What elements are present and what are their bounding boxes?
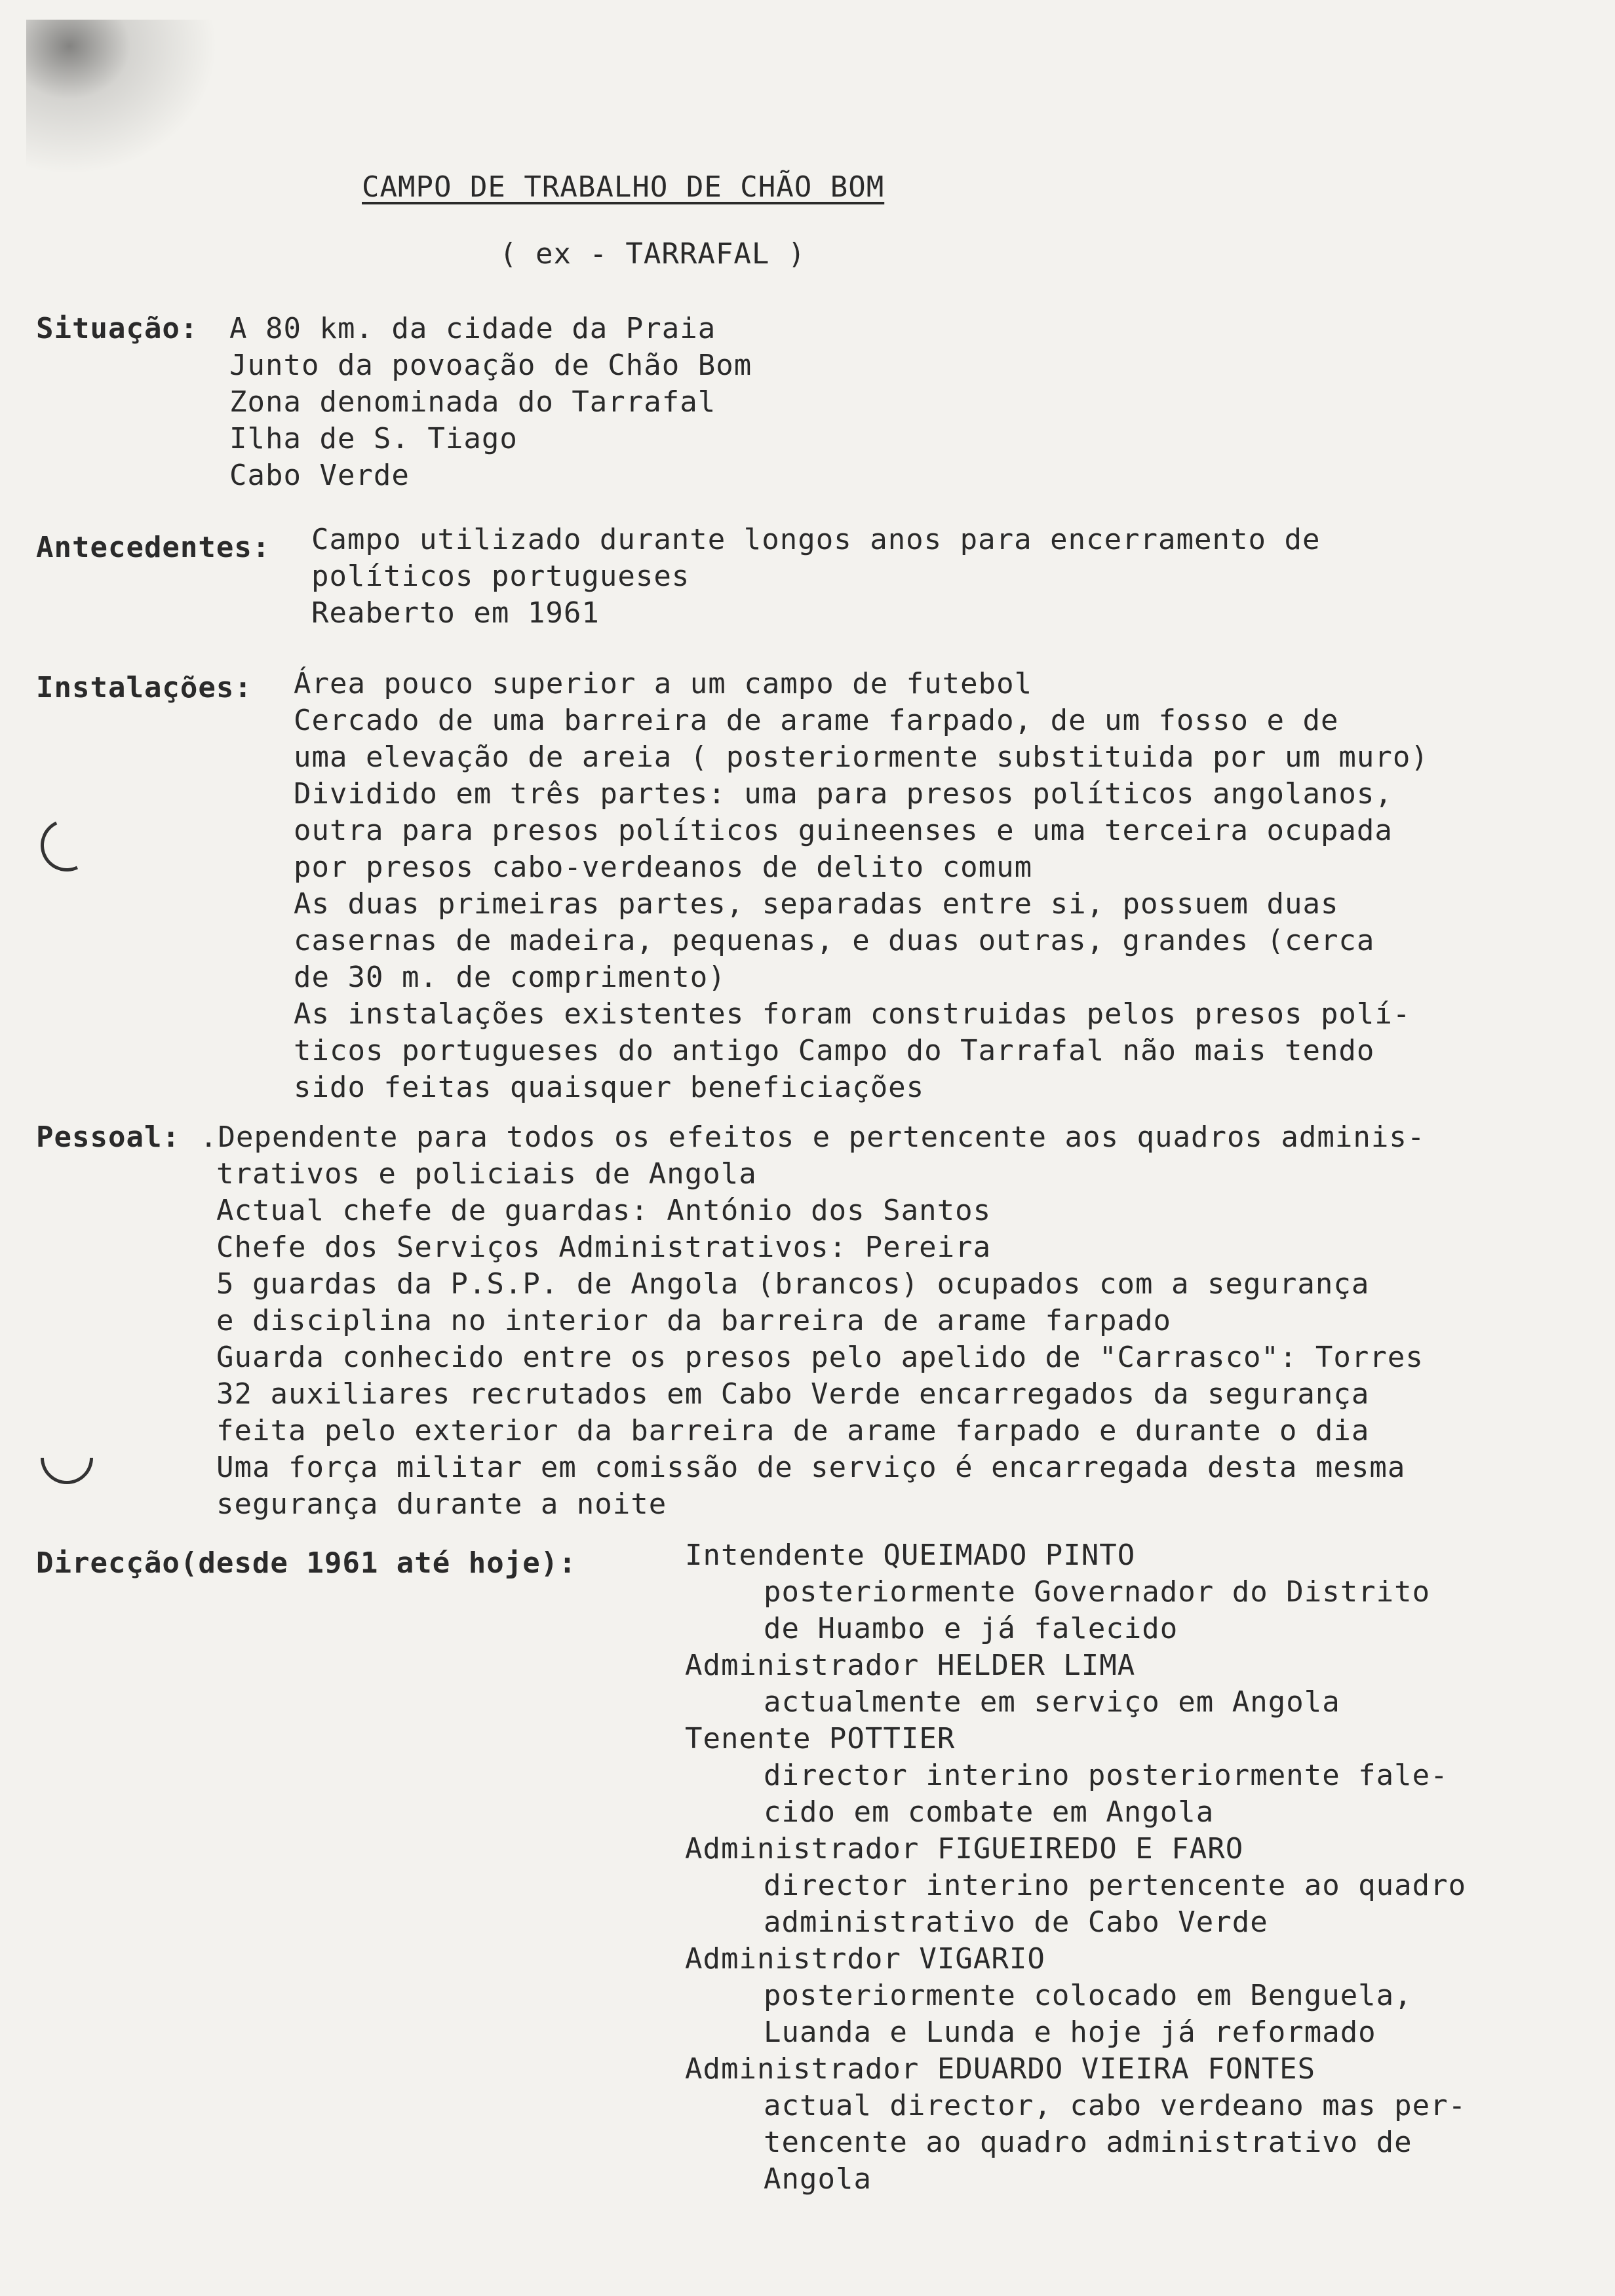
pessoal-line: 32 auxiliares recrutados em Cabo Verde encarregados da segurança — [216, 1377, 1370, 1411]
direccao-entry-name: Administrdor VIGARIO — [685, 1942, 1045, 1976]
direccao-entry-name: Administrador FIGUEIREDO E FARO — [685, 1832, 1244, 1866]
direccao-entry-detail: tencente ao quadro administrativo de — [764, 2126, 1412, 2159]
direccao-entry-detail: Luanda e Lunda e hoje já reformado — [764, 2016, 1376, 2049]
direccao-entry-name: Administrador EDUARDO VIEIRA FONTES — [685, 2052, 1316, 2086]
situacao-line: Zona denominada do Tarrafal — [229, 385, 716, 419]
direccao-entry-detail: posteriormente colocado em Benguela, — [764, 1979, 1412, 2012]
pessoal-label: Pessoal: — [36, 1120, 180, 1154]
situacao-line: Cabo Verde — [229, 459, 410, 492]
hole-punch-mark — [29, 1421, 104, 1495]
pessoal-line: feita pelo exterior da barreira de arame farpado e durante o dia — [216, 1414, 1370, 1447]
instalacoes-line: ticos portugueses do antigo Campo do Tarrafal não mais tendo — [294, 1034, 1375, 1067]
pessoal-line: Actual chefe de guardas: António dos Santos — [216, 1194, 992, 1227]
instalacoes-line: Cercado de uma barreira de arame farpado, de um fosso e de — [294, 704, 1339, 737]
pessoal-line: 5 guardas da P.S.P. de Angola (brancos) ocupados com a segurança — [216, 1267, 1370, 1301]
direccao-entry-name: Administrador HELDER LIMA — [685, 1649, 1136, 1682]
antecedentes-line: políticos portugueses — [311, 560, 690, 593]
instalacoes-line: As instalações existentes foram construidas pelos presos polí- — [294, 997, 1411, 1031]
instalacoes-label: Instalações: — [36, 671, 252, 704]
document-title: CAMPO DE TRABALHO DE CHÃO BOM — [362, 170, 885, 204]
direccao-entry-detail: cido em combate em Angola — [764, 1795, 1215, 1829]
direccao-entry-detail: de Huambo e já falecido — [764, 1612, 1178, 1645]
pessoal-line: e disciplina no interior da barreira de arame farpado — [216, 1304, 1171, 1337]
pessoal-line: Guarda conhecido entre os presos pelo apelido de "Carrasco": Torres — [216, 1341, 1424, 1374]
direccao-label: Direcção(desde 1961 até hoje): — [36, 1546, 577, 1580]
direccao-entry-name: Tenente POTTIER — [685, 1722, 956, 1755]
direccao-entry-name: Intendente QUEIMADO PINTO — [685, 1539, 1136, 1572]
instalacoes-line: sido feitas quaisquer beneficiações — [294, 1071, 925, 1104]
pessoal-line: Uma força militar em comissão de serviço é encarregada desta mesma — [216, 1451, 1406, 1484]
instalacoes-line: por presos cabo-verdeanos de delito comum — [294, 851, 1033, 884]
instalacoes-line: uma elevação de areia ( posteriormente substituida por um muro) — [294, 740, 1429, 774]
pessoal-line: segurança durante a noite — [216, 1487, 667, 1521]
pessoal-line: Chefe dos Serviços Administrativos: Pereira — [216, 1231, 992, 1264]
direccao-entry-detail: actualmente em serviço em Angola — [764, 1685, 1340, 1719]
instalacoes-line: As duas primeiras partes, separadas entre si, possuem duas — [294, 887, 1339, 921]
pessoal-line: trativos e policiais de Angola — [216, 1157, 757, 1191]
document-subtitle: ( ex - TARRAFAL ) — [499, 237, 806, 271]
instalacoes-line: casernas de madeira, pequenas, e duas outras, grandes (cerca — [294, 924, 1375, 957]
antecedentes-line: Campo utilizado durante longos anos para encerramento de — [311, 523, 1321, 556]
instalacoes-line: Área pouco superior a um campo de futebol — [294, 667, 1033, 700]
situacao-line: A 80 km. da cidade da Praia — [229, 312, 716, 345]
antecedentes-label: Antecedentes: — [36, 531, 271, 564]
situacao-line: Ilha de S. Tiago — [229, 422, 518, 455]
situacao-label: Situação: — [36, 312, 199, 345]
direccao-entry-detail: director interino pertencente ao quadro — [764, 1869, 1467, 1902]
pessoal-line: .Dependente para todos os efeitos e pertencente aos quadros adminis- — [200, 1120, 1426, 1154]
situacao-line: Junto da povoação de Chão Bom — [229, 349, 752, 382]
direccao-entry-detail: Angola — [764, 2162, 872, 2196]
hole-punch-mark — [33, 812, 101, 879]
instalacoes-line: Dividido em três partes: uma para presos políticos angolanos, — [294, 777, 1393, 811]
antecedentes-line: Reaberto em 1961 — [311, 596, 600, 630]
direccao-entry-detail: administrativo de Cabo Verde — [764, 1905, 1268, 1939]
direccao-entry-detail: actual director, cabo verdeano mas per- — [764, 2089, 1467, 2122]
instalacoes-line: de 30 m. de comprimento) — [294, 961, 726, 994]
instalacoes-line: outra para presos políticos guineenses e uma terceira ocupada — [294, 814, 1393, 847]
direccao-entry-detail: director interino posteriormente fale- — [764, 1759, 1449, 1792]
scan-smudge — [26, 20, 243, 197]
direccao-entry-detail: posteriormente Governador do Distrito — [764, 1575, 1431, 1609]
